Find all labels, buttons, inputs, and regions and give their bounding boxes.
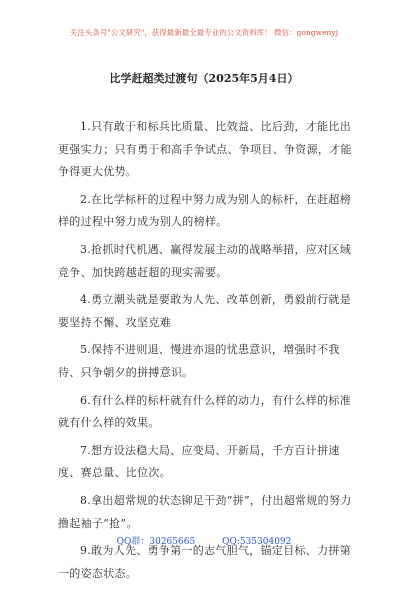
paragraph-6: 6.有什么样的标杆就有什么样的动力，有什么样的标准就有什么样的效果。 [58,393,351,430]
footer-qq-group: QQ群：30265665 [116,537,196,547]
paragraph-3: 3.抢抓时代机遇、赢得发展主动的战略举措，应对区域竞争、加快跨越赶超的现实需要。 [58,242,351,279]
paragraph-8: 8.拿出超常规的状态铆足干劲“拼”，付出超常规的努力撸起袖子“抢”。 [58,493,352,530]
paragraph-7: 7.想方设法稳大局、应变局、开新局，千方百计拼速度、赛总量、比位次。 [58,443,340,480]
footer-qq: QQ:535304092 [222,537,292,547]
paragraph-2: 2.在比学标杆的过程中努力成为别人的标杆，在赶超榜样的过程中努力成为别人的榜样。 [58,192,351,229]
header-promo-note: 关注头条号"公文研究"，获得最新最全最专业的公文资料库！ 微信：gongwenyj [69,28,339,37]
paragraph-5: 5.保持不进则退、慢进亦退的忧患意识，增强时不我待、只争朝夕的拼搏意识。 [58,343,340,379]
paragraph-4: 4.勇立潮头就是要敢为人先、改革创新，勇毅前行就是要坚持不懈、攻坚克难 [58,293,351,329]
document-body [58,116,358,590]
document-title: 比学赶超类过渡句（2025年5月4日） [109,72,299,85]
paragraph-1: 1.只有敢于和标兵比质量、比效益、比后劲，才能比出更强实力；只有勇于和高手争试点、争项目、争资源，才能争得更大优势。 [58,120,352,179]
paragraph-9: 9.敢为人先、勇争第一的志气胆气，锚定目标、力拼第一的姿态状态。 [58,544,351,580]
footer-contact [0,534,408,547]
